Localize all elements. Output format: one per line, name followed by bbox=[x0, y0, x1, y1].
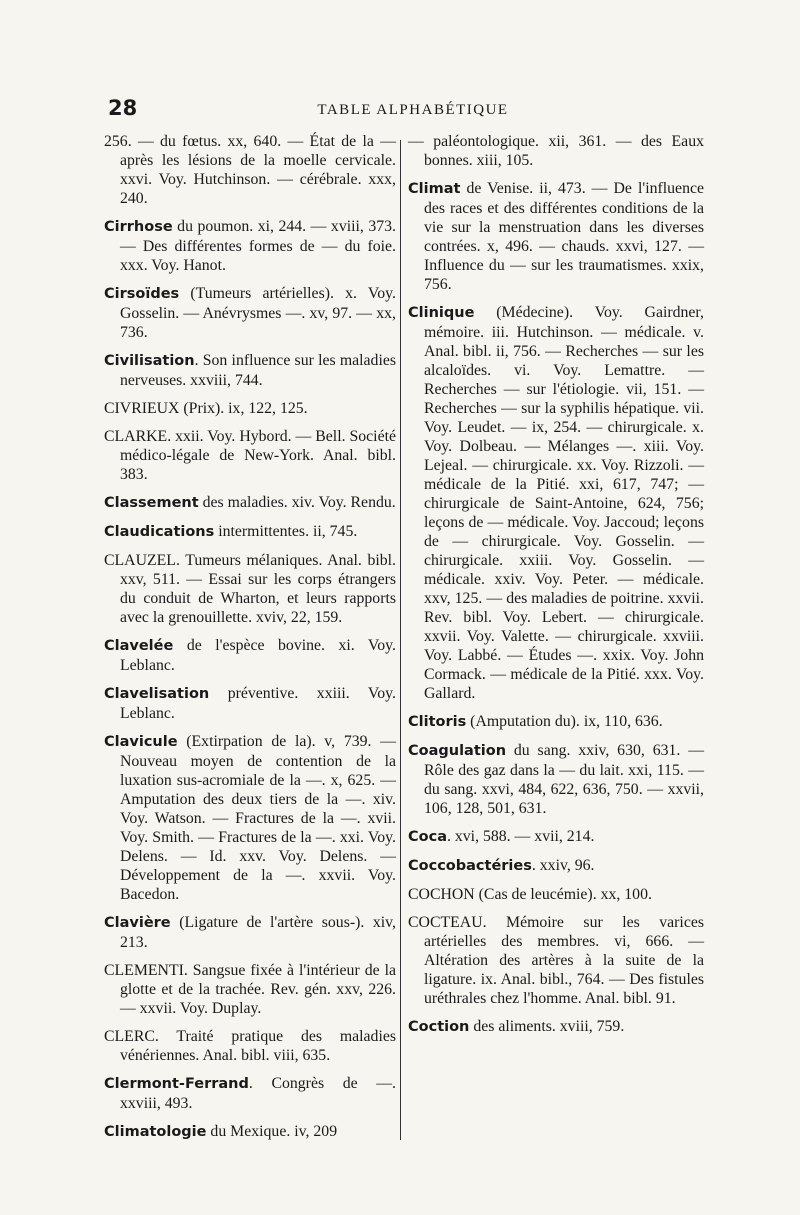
index-entry bbox=[104, 636, 396, 675]
index-entry bbox=[104, 1074, 396, 1113]
index-entry bbox=[408, 827, 704, 847]
entry-headword: Claudications bbox=[104, 524, 215, 540]
entry-text: CIVRIEUX (Prix). ix, 122, 125. bbox=[104, 400, 308, 417]
index-entry bbox=[104, 351, 396, 390]
entry-text: COCHON (Cas de leucémie). xx, 100. bbox=[408, 886, 652, 903]
entry-headword: Clitoris bbox=[408, 714, 467, 730]
entry-text: . xxiv, 96. bbox=[531, 857, 595, 874]
entry-text: COCTEAU. Mémoire sur les varices artérielles des membres. vi, 666. — Altération des artères à la suite de la ligature. ix. Anal. bibl., 764. — Des fistules uréthrales chez l'homme. Anal. bibl. 91. bbox=[408, 914, 704, 1007]
entry-text: (Extirpation de la). v, 739. — Nouveau moyen de contention de la luxation sus-acromiale de la —. x, 625. — Amputation des deux tiers de la —. xiv. Voy. Watson. — Fractures de la —. xvii. Voy. Smith. — Fractures de la —. xxi. Voy. Delens. — Id. xxv. Voy. Delens. — Développement de la —. xxvii. Voy. Bacedon. bbox=[120, 733, 396, 903]
entry-headword: Climatologie bbox=[104, 1124, 207, 1140]
entry-text: du poumon. xi, 244. — xviii, 373. — Des différentes formes de — du foie. xxx. Voy. Hanot. bbox=[120, 218, 396, 274]
index-entry bbox=[104, 961, 396, 1018]
entry-text: CLARKE. xxii. Voy. Hybord. — Bell. Société médico-légale de New-York. Anal. bibl. 383. bbox=[104, 428, 396, 483]
entry-text: . Son influence sur les maladies nerveuses. xxviii, 744. bbox=[120, 352, 396, 389]
right-column bbox=[408, 132, 704, 1046]
entry-text: . xvi, 588. — xvii, 214. bbox=[446, 828, 595, 845]
page-number: 28 bbox=[108, 96, 138, 120]
entry-headword: Coction bbox=[408, 1019, 470, 1035]
index-entry bbox=[104, 732, 396, 904]
entry-text: CLERC. Traité pratique des maladies vénériennes. Anal. bibl. viii, 635. bbox=[104, 1028, 396, 1064]
entry-text: préventive. xxiii. Voy. Leblanc. bbox=[120, 685, 396, 722]
index-entry bbox=[104, 1122, 396, 1142]
entry-headword: Cirrhose bbox=[104, 219, 173, 235]
index-entry bbox=[104, 217, 396, 275]
entry-headword: Clavicule bbox=[104, 734, 178, 750]
index-entry bbox=[104, 284, 396, 342]
index-entry bbox=[104, 1027, 396, 1065]
entry-text: 256. — du fœtus. xx, 640. — État de la — après les lésions de la moelle cervicale. xxvi. Voy. Hutchinson. — cérébrale. xxx, 240. bbox=[104, 133, 396, 207]
index-entry bbox=[104, 913, 396, 952]
index-entry bbox=[408, 856, 704, 876]
page-header bbox=[108, 96, 718, 126]
entry-headword: Climat bbox=[408, 181, 461, 197]
index-entry bbox=[104, 427, 396, 484]
entry-headword: Coccobactéries bbox=[408, 858, 532, 874]
index-entry bbox=[104, 551, 396, 627]
left-column bbox=[104, 132, 396, 1151]
index-entry bbox=[408, 913, 704, 1008]
index-entry bbox=[408, 885, 704, 904]
entry-text: CLEMENTI. Sangsue fixée à l'intérieur de la glotte et de la trachée. Rev. gén. xxv, 226. — xxvii. Voy. Duplay. bbox=[104, 962, 396, 1017]
entry-text: des aliments. xviii, 759. bbox=[469, 1018, 625, 1035]
index-entry bbox=[408, 132, 704, 170]
entry-text: (Médecine). Voy. Gairdner, mémoire. iii. Hutchinson. — médicale. v. Anal. bibl. ii, 756. — Recherches — sur les alcaloïdes. vi. Voy. Lemattre. — Recherches — sur l'étiologie. vii, 151. — Recherches — sur la syphilis hépatique. vii. Voy. Leudet. — ix, 254. — chirurgicale. x. Voy. Dolbeau. — Mélanges —. xiii. Voy. Lejeal. — chirurgicale. xx. Voy. Rizzoli. — médicale de la Pitié. xxi, 617, 747; — chirurgicale de Saint-Antoine, 624, 756; leçons de — médicale. Voy. Jaccoud; leçons de — chirurgicale. Voy. Gosselin. — chirurgicale. xxiii. Voy. Gosselin. — médicale. xxiv. Voy. Peter. — médicale. xxv, 125. — des maladies de poitrine. xxvii. Rev. bibl. Voy. Lebert. — chirurgicale. xxvii. Voy. Valette. — chirurgicale. xxviii. Voy. Labbé. — Études —. xxix. Voy. John Cormack. — médicale de la Pitié. xxx. Voy. Gallard. bbox=[424, 304, 704, 702]
entry-headword: Clavelée bbox=[104, 638, 174, 654]
entry-headword: Classement bbox=[104, 495, 199, 511]
index-entry bbox=[408, 741, 704, 818]
index-entry bbox=[104, 684, 396, 723]
entry-text: (Amputation du). ix, 110, 636. bbox=[466, 713, 663, 730]
entry-text: du sang. xxiv, 630, 631. — Rôle des gaz dans la — du lait. xxi, 115. — du sang. xxvi, 484, 622, 636, 750. — xxvii, 106, 128, 501, 631. bbox=[424, 742, 704, 817]
index-entry bbox=[408, 712, 704, 732]
entry-text: . Congrès de —. xxviii, 493. bbox=[120, 1075, 396, 1112]
index-entry bbox=[408, 1017, 704, 1037]
entry-text: intermittentes. ii, 745. bbox=[214, 523, 358, 540]
entry-headword: Cirsoïdes bbox=[104, 286, 180, 302]
entry-headword: Civilisation bbox=[104, 353, 195, 369]
entry-text: du Mexique. iv, 209 bbox=[206, 1123, 338, 1140]
entry-text: des maladies. xiv. Voy. Rendu. bbox=[198, 494, 396, 511]
entry-text: de Venise. ii, 473. — De l'influence des races et des différentes conditions de la vie sur la menstruation dans les diverses contrées. x, 496. — chauds. xxvi, 127. — Influence du — sur les traumatismes. xxix, 756. bbox=[424, 180, 704, 293]
column-divider bbox=[400, 140, 401, 1140]
entry-headword: Clinique bbox=[408, 305, 475, 321]
running-title: TABLE ALPHABÉTIQUE bbox=[317, 102, 509, 118]
entry-text: — paléontologique. xii, 361. — des Eaux bonnes. xiii, 105. bbox=[408, 133, 704, 169]
index-entry bbox=[104, 522, 396, 542]
entry-text: CLAUZEL. Tumeurs mélaniques. Anal. bibl. xxv, 511. — Essai sur les corps étrangers du conduit de Wharton, et leurs rapports avec la grenouillette. xviv, 22, 159. bbox=[104, 552, 396, 626]
entry-headword: Clavière bbox=[104, 915, 171, 931]
entry-headword: Clermont-Ferrand bbox=[104, 1076, 249, 1092]
index-entry bbox=[104, 132, 396, 208]
entry-text: de l'espèce bovine. xi. Voy. Leblanc. bbox=[120, 637, 396, 674]
index-entry bbox=[408, 179, 704, 294]
entry-headword: Coagulation bbox=[408, 743, 507, 759]
entry-headword: Coca bbox=[408, 829, 447, 845]
entry-text: (Ligature de l'artère sous-). xiv, 213. bbox=[120, 914, 396, 951]
index-entry bbox=[408, 303, 704, 703]
entry-text: (Tumeurs artérielles). x. Voy. Gosselin. — Anévrysmes —. xv, 97. — xx, 736. bbox=[120, 285, 396, 341]
index-entry bbox=[104, 493, 396, 513]
entry-headword: Clavelisation bbox=[104, 686, 210, 702]
index-entry bbox=[104, 399, 396, 418]
